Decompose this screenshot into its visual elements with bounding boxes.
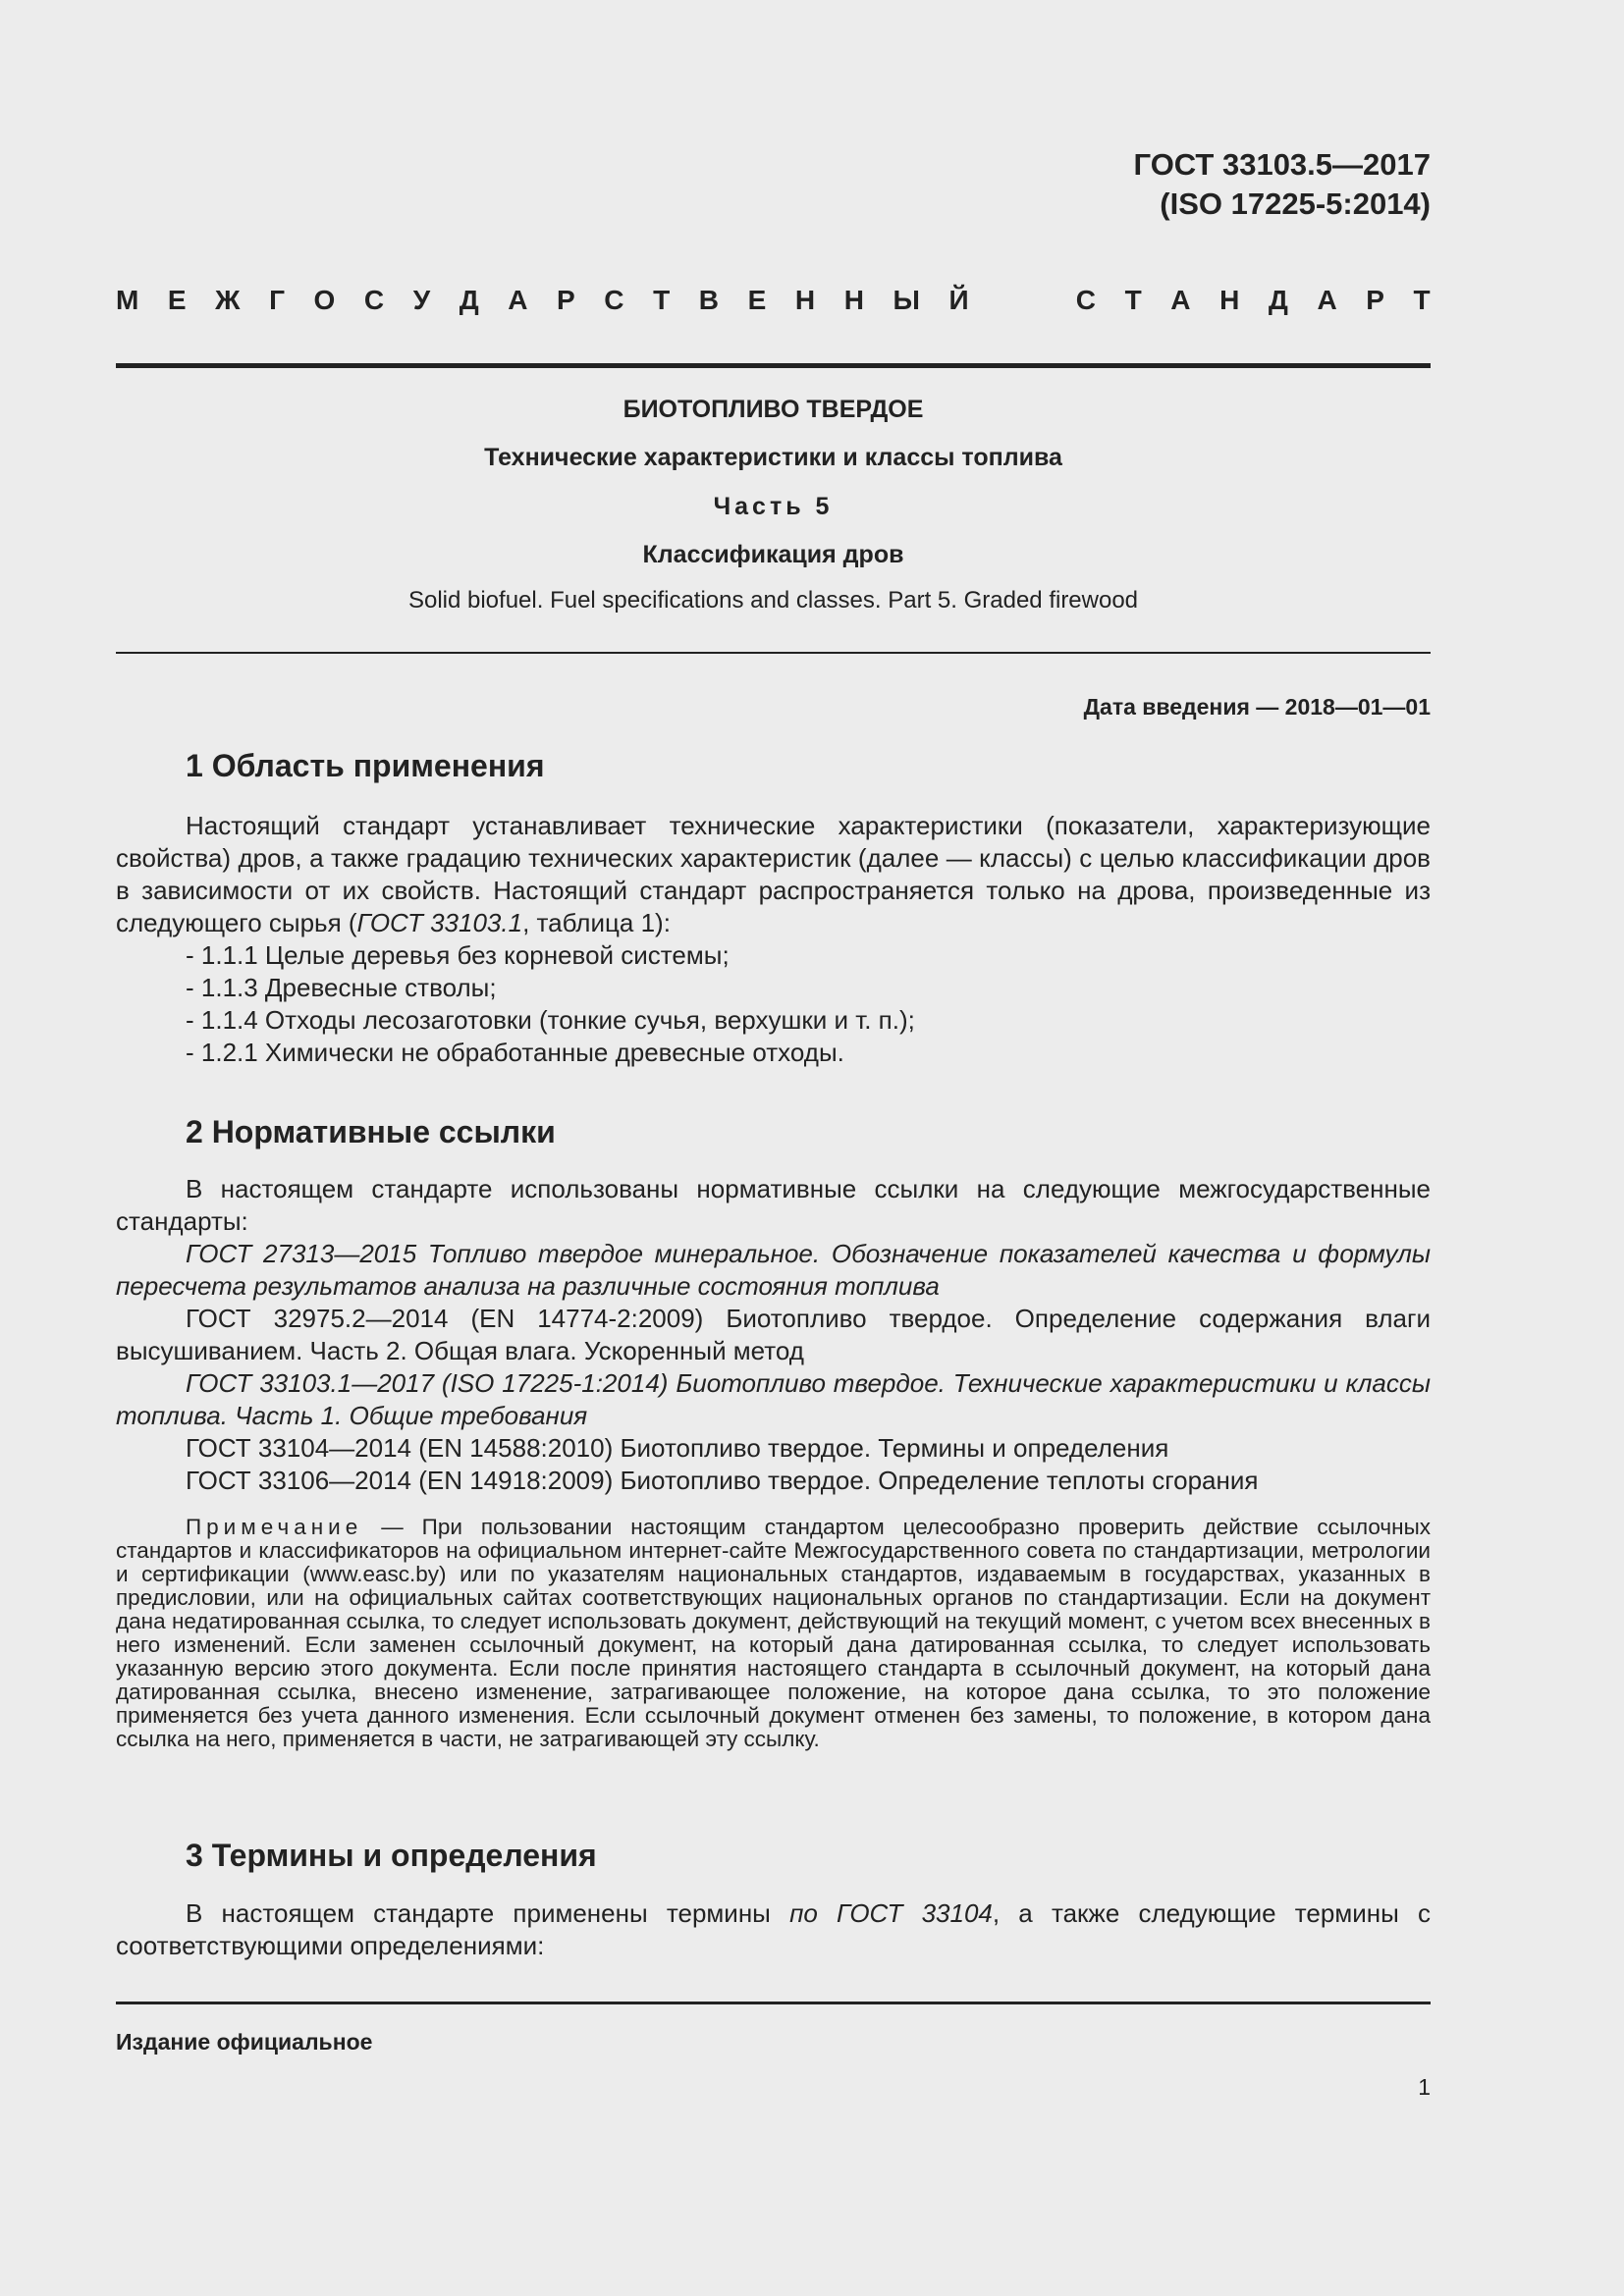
top-rule	[116, 363, 1431, 368]
section-1-body	[116, 810, 1431, 1069]
note-label: Примечание	[186, 1515, 363, 1539]
page-number: 1	[1418, 2074, 1431, 2100]
document-number-block	[1134, 145, 1431, 224]
interstate-letter: Н	[843, 285, 864, 315]
interstate-letter: Е	[167, 285, 187, 315]
section-2-note	[116, 1516, 1431, 1751]
interstate-letter: Р	[557, 285, 575, 315]
title-sub: Технические характеристики и классы топлива	[484, 444, 1062, 471]
normative-reference: ГОСТ 33104—2014 (EN 14588:2010) Биотопливо твердое. Термины и определения	[186, 1433, 1169, 1463]
title-part: Часть 5	[713, 493, 834, 520]
interstate-letter: У	[412, 285, 431, 315]
standard-letter: Т	[1413, 285, 1431, 315]
section-3-paragraph: В настоящем стандарте применены термины по ГОСТ 33104, а также следующие термины с соответствующими определениями:	[116, 1898, 1432, 1960]
interstate-letter: Ы	[893, 285, 920, 315]
standard-letter: А	[1317, 285, 1337, 315]
list-item: - 1.1.3 Древесные стволы;	[186, 973, 497, 1002]
list-item: - 1.1.1 Целые деревья без корневой системы;	[186, 940, 730, 970]
official-edition: Издание официальное	[116, 2029, 373, 2055]
interstate-letter: Н	[794, 285, 816, 315]
interstate-letter: С	[363, 285, 385, 315]
title-main: БИОТОПЛИВО ТВЕРДОЕ	[623, 396, 924, 423]
interstate-standard-banner	[116, 285, 1431, 316]
normative-reference: ГОСТ 33103.1—2017 (ISO 17225-1:2014) Биотопливо твердое. Технические характеристики и классы топлива. Часть 1. Общие требования	[116, 1368, 1431, 1430]
section-1-heading: 1 Область применения	[186, 748, 545, 783]
standard-letter: С	[1075, 285, 1097, 315]
section-2-intro: В настоящем стандарте использованы нормативные ссылки на следующие межгосударственные стандарты:	[116, 1174, 1431, 1236]
standard-letter: Т	[1124, 285, 1142, 315]
section-2-body	[116, 1173, 1431, 1497]
normative-reference: ГОСТ 32975.2—2014 (EN 14774-2:2009) Биотопливо твердое. Определение содержания влаги высушиванием. Часть 2. Общая влага. Ускоренный метод	[116, 1304, 1431, 1365]
interstate-letter: Й	[948, 285, 969, 315]
section-2-heading: 2 Нормативные ссылки	[186, 1114, 556, 1149]
standard-letter: Д	[1268, 285, 1288, 315]
interstate-letter: Т	[653, 285, 671, 315]
normative-reference: ГОСТ 33106—2014 (EN 14918:2009) Биотопливо твердое. Определение теплоты сгорания	[186, 1466, 1259, 1495]
standard-letter: Р	[1366, 285, 1384, 315]
interstate-letter: М	[116, 285, 139, 315]
normative-reference: ГОСТ 27313—2015 Топливо твердое минеральное. Обозначение показателей качества и формулы пересчета результатов анализа на различные состояния топлива	[116, 1239, 1431, 1301]
standard-letter: Н	[1219, 285, 1240, 315]
ref-gost-33104: по ГОСТ 33104	[789, 1898, 993, 1928]
section-1-paragraph: Настоящий стандарт устанавливает технические характеристики (показатели, характеризующие свойства) дров, а также градацию технических характеристик (далее — классы) с целью классификации дров в зависимости от их свойств. Настоящий стандарт распространяется только на дрова, произведенные из следующего сырья (ГОСТ 33103.1, таблица 1):	[116, 811, 1431, 937]
interstate-letter: Е	[747, 285, 767, 315]
title-rule	[116, 652, 1431, 654]
title-english: Solid biofuel. Fuel specifications and classes. Part 5. Graded firewood	[407, 587, 1139, 614]
section-3-body	[116, 1897, 1431, 1962]
interstate-letter: С	[604, 285, 624, 315]
section-3-heading: 3 Термины и определения	[186, 1838, 597, 1873]
standard-letter: А	[1170, 285, 1191, 315]
interstate-letter: О	[313, 285, 336, 315]
list-item: - 1.1.4 Отходы лесозаготовки (тонкие сучья, верхушки и т. п.);	[186, 1005, 915, 1035]
list-item: - 1.2.1 Химически не обработанные древесные отходы.	[186, 1038, 844, 1067]
interstate-letter: В	[698, 285, 720, 315]
document-number: ГОСТ 33103.5—2017	[1133, 147, 1431, 182]
bottom-rule	[116, 2002, 1431, 2004]
interstate-letter: Д	[459, 285, 479, 315]
interstate-letter: Ж	[215, 285, 241, 315]
intro-date: Дата введения — 2018—01—01	[1083, 694, 1431, 720]
note-text: — При пользовании настоящим стандартом целесообразно проверить действие ссылочных стандартов и классификаторов на официальном интернет-сайте Межгосударственного совета по стандартизации, метрологии и сертификации (www.easc.by) или по указателям национальных стандартов, издаваемым в государствах, указанных в предисловии, или на официальных сайтах соответствующих национальных органов по стандартизации. Если на документ дана недатированная ссылка, то следует использовать документ, действующий на текущий момент, с учетом всех внесенных в него изменений. Если заменен ссылочный документ, на который дана датированная ссылка, то следует использовать указанную версию этого документа. Если после принятия настоящего стандарта в ссылочный документ, на который дана датированная ссылка, внесено изменение, затрагивающее положение, на которое дана ссылка, то это положение применяется без учета данного изменения. Если ссылочный документ отменен без замены, то положение, в котором дана ссылка на него, применяется в части, не затрагивающей эту ссылку.	[116, 1515, 1431, 1751]
iso-number: (ISO 17225-5:2014)	[1160, 187, 1431, 221]
ref-gost-33103-1: ГОСТ 33103.1	[356, 908, 523, 937]
interstate-letter: Г	[269, 285, 285, 315]
title-part-name: Классификация дров	[642, 541, 904, 568]
interstate-letter: А	[508, 285, 528, 315]
